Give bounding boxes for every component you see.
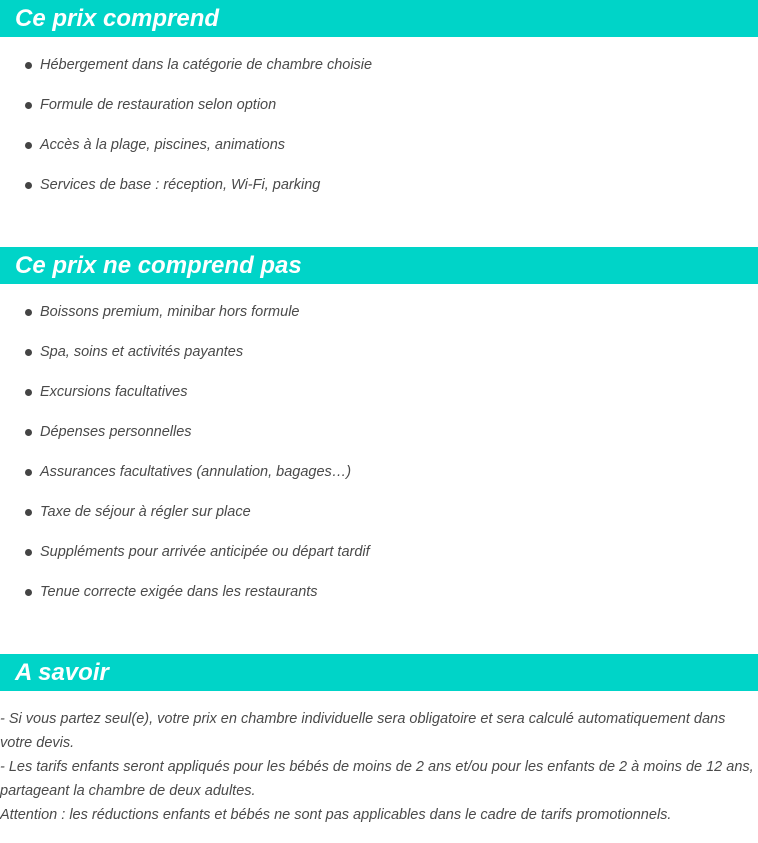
list-item (0, 532, 758, 572)
section-header-included: Ce prix comprend (0, 0, 758, 37)
list-item (0, 492, 758, 532)
bullet-icon (25, 62, 32, 69)
list-item (0, 165, 758, 205)
list-item-label: Spa, soins et activités payantes (40, 344, 244, 360)
included-list (0, 45, 758, 205)
info-note: - Si vous partez seul(e), votre prix en chambre individuelle sera obligatoire et sera calculé automatiquement dans votre devis. (0, 711, 726, 751)
list-item (0, 572, 758, 612)
bullet-icon (25, 182, 32, 189)
section-header-info: A savoir (0, 654, 758, 691)
bullet-icon (25, 309, 32, 316)
list-item (0, 412, 758, 452)
list-item-label: Boissons premium, minibar hors formule (40, 304, 300, 320)
bullet-icon (25, 349, 32, 356)
list-item-label: Dépenses personnelles (40, 424, 192, 440)
list-item-label: Hébergement dans la catégorie de chambre choisie (40, 57, 373, 73)
bullet-icon (25, 549, 32, 556)
list-item (0, 452, 758, 492)
list-item-label: Accès à la plage, piscines, animations (40, 137, 286, 153)
info-note: Attention : les réductions enfants et bébés ne sont pas applicables dans le cadre de tarifs promotionnels. (0, 807, 672, 823)
list-item-label: Suppléments pour arrivée anticipée ou départ tardif (40, 544, 370, 560)
list-item (0, 45, 758, 85)
list-item-label: Tenue correcte exigée dans les restaurants (40, 584, 318, 600)
bullet-icon (25, 429, 32, 436)
info-notes (0, 707, 758, 827)
bullet-icon (25, 142, 32, 149)
bullet-icon (25, 389, 32, 396)
bullet-icon (25, 102, 32, 109)
list-item-label: Taxe de séjour à régler sur place (40, 504, 251, 520)
list-item (0, 125, 758, 165)
list-item-label: Services de base : réception, Wi-Fi, parking (40, 177, 321, 193)
bullet-icon (25, 589, 32, 596)
list-item (0, 372, 758, 412)
list-item (0, 332, 758, 372)
list-item-label: Formule de restauration selon option (40, 97, 277, 113)
bullet-icon (25, 509, 32, 516)
list-item (0, 85, 758, 125)
bullet-icon (25, 469, 32, 476)
list-item-label: Excursions facultatives (40, 384, 188, 400)
info-note: - Les tarifs enfants seront appliqués pour les bébés de moins de 2 ans et/ou pour les enfants de 2 à moins de 12 ans, partageant la chambre de deux adultes. (0, 759, 754, 799)
section-header-excluded: Ce prix ne comprend pas (0, 247, 758, 284)
list-item-label: Assurances facultatives (annulation, bagages…) (40, 464, 352, 480)
list-item (0, 292, 758, 332)
excluded-list (0, 292, 758, 612)
